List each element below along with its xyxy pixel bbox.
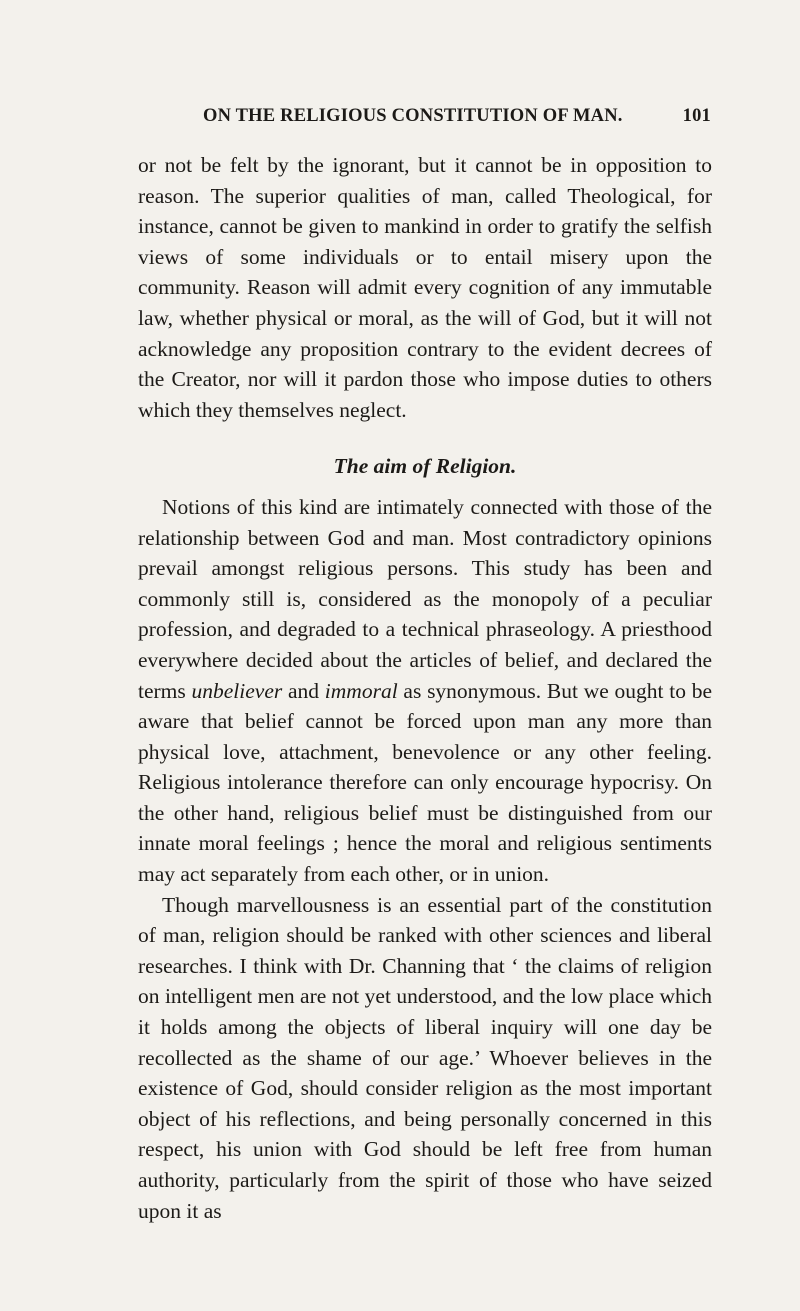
paragraph-2-text-a: Notions of this kind are intimately connected with those of the relationship between God and man. Most contradictory opinions prevail amongst religious persons. This study has been and commonly still is, considered as the monopoly of a peculiar profession, and degraded to a technical phraseology. A priesthood everywhere decided about the articles of belief, and declared the terms bbox=[138, 494, 712, 703]
term-unbeliever: unbeliever bbox=[191, 678, 283, 703]
paragraph-1: or not be felt by the ignorant, but it cannot be in opposition to reason. The superior qualities of man, called Theological, for instance, cannot be given to mankind in order to gratify the selfish views of some individuals or to entail misery upon the community. Reason will admit every cognition of any immutable law, whether physical or moral, as the will of God, but it will not acknowledge any proposition contrary to the evident decrees of the Creator, nor will it pardon those who impose duties to others which they themselves neglect. bbox=[138, 153, 712, 422]
body-text bbox=[138, 150, 712, 1226]
page-number: 101 bbox=[682, 106, 711, 126]
paragraph-2-conjunction: and bbox=[282, 678, 325, 703]
paragraph-3: Though marvellousness is an essential part of the constitution of man, religion should be ranked with other sciences and liberal researches. I think with Dr. Channing that ‘ the claims of religion on intelligent men are not yet understood, and the low place which it holds among the objects of liberal inquiry will one day be recollected as the shame of our age.’ Whoever believes in the existence of God, should consider religion as the most important object of his reflections, and being personally concerned in this respect, his union with God should be left free from human authority, particularly from the spirit of those who have seized upon it as bbox=[138, 892, 712, 1223]
running-head bbox=[133, 106, 711, 136]
term-immoral: immoral bbox=[324, 678, 398, 703]
paragraph-2 bbox=[138, 492, 712, 890]
running-head-title: ON THE RELIGIOUS CONSTITUTION OF MAN. bbox=[203, 106, 623, 126]
section-heading: The aim of Religion. bbox=[333, 454, 517, 479]
paragraph-2-text-b: as synonymous. But we ought to be aware that belief cannot be forced upon man any more than physical love, attachment, benevolence or any other feeling. Religious intolerance therefore can only encourage hypocrisy. On the other hand, religious belief must be distinguished from our innate moral feelings ; hence the moral and religious sentiments may act separately from each other, or in union. bbox=[138, 678, 712, 887]
